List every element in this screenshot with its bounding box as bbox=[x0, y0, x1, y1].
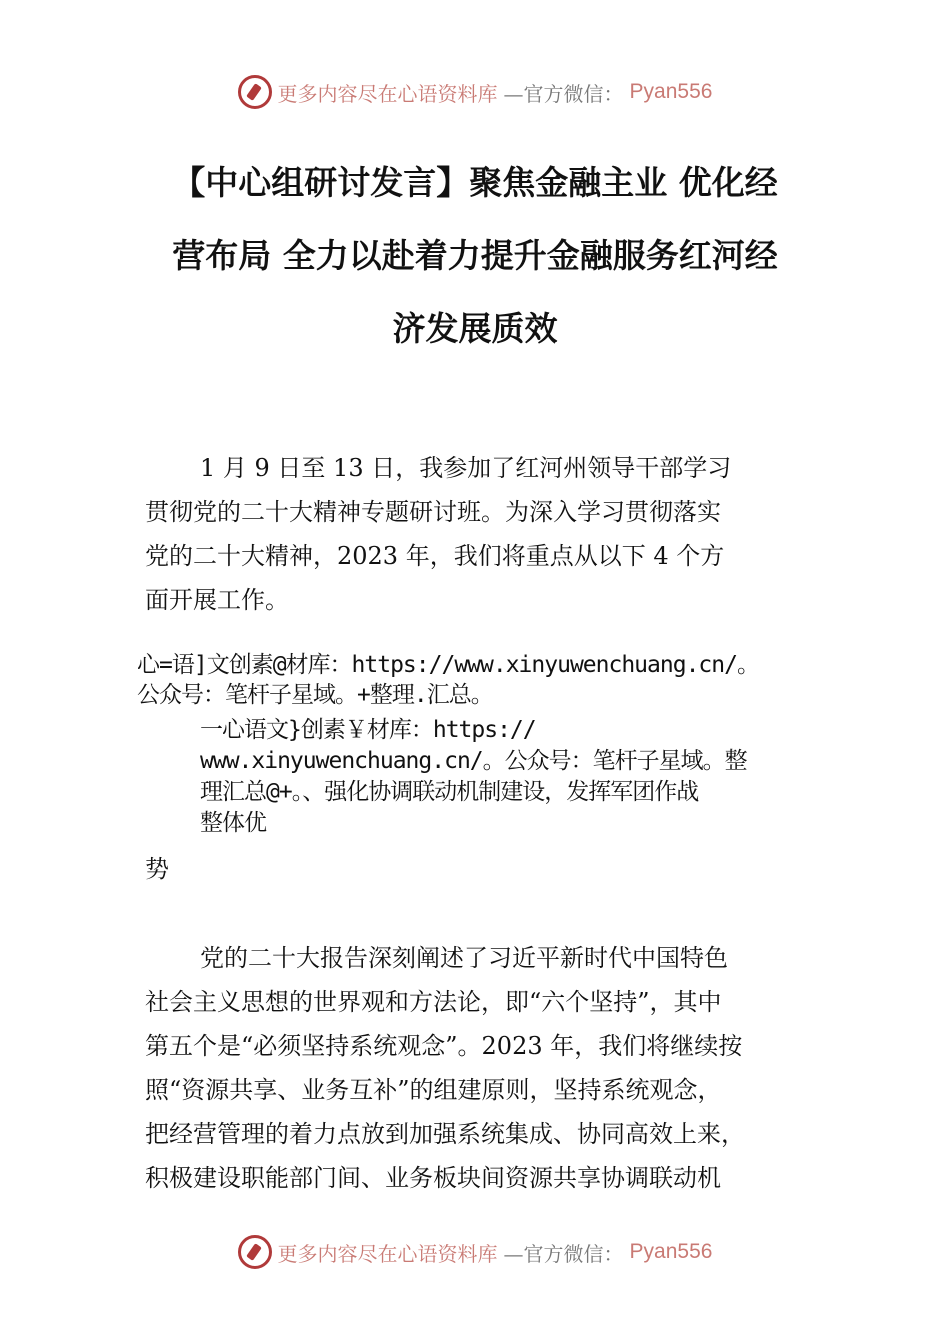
section-heading-line: 一心语文}创素￥材库：https:// bbox=[200, 717, 536, 743]
section-heading-tail: 势 bbox=[145, 855, 169, 883]
header-id: Pyan556 bbox=[629, 80, 713, 103]
para1-line: 1 月 9 日至 13 日，我参加了红河州领导干部学习 bbox=[200, 454, 732, 482]
para2-line: 社会主义思想的世界观和方法论，即“六个坚持”，其中 bbox=[145, 988, 722, 1016]
para2-line: 照“资源共享、业务互补”的组建原则，坚持系统观念， bbox=[145, 1076, 722, 1104]
footer-id: Pyan556 bbox=[629, 1240, 713, 1263]
para2-line: 党的二十大报告深刻阐述了习近平新时代中国特色 bbox=[200, 944, 728, 972]
header-site: 更多内容尽在心语资料库 bbox=[277, 81, 498, 106]
title-line: 营布局 全力以赴着力提升金融服务红河经 bbox=[172, 236, 778, 275]
para2-line: 把经营管理的着力点放到加强系统集成、协同高效上来， bbox=[145, 1120, 745, 1148]
footer-sep: —官方微信： bbox=[503, 1241, 624, 1266]
watermark-line: 公众号：笔杆子星域。+整理.汇总。 bbox=[137, 682, 493, 708]
section-heading-line: 理汇总@+。、强化协调联动机制建设，发挥军团作战 bbox=[200, 779, 699, 805]
para2-line: 积极建设职能部门间、业务板块间资源共享协调联动机 bbox=[145, 1164, 721, 1192]
section-heading-line: 整体优 bbox=[200, 810, 266, 836]
para2-line: 第五个是“必须坚持系统观念”。2023 年，我们将继续按 bbox=[145, 1032, 743, 1060]
pen-logo-icon bbox=[238, 1235, 272, 1269]
footer-watermark bbox=[0, 1232, 950, 1272]
pen-logo-icon bbox=[238, 75, 272, 109]
header-sep: —官方微信： bbox=[503, 81, 624, 106]
section-heading-line: www.xinyuwenchuang.cn/。公众号：笔杆子星域。整 bbox=[200, 748, 747, 774]
para1-line: 面开展工作。 bbox=[145, 586, 289, 614]
title-line: 济发展质效 bbox=[392, 309, 558, 348]
para1-line: 贯彻党的二十大精神专题研讨班。为深入学习贯彻落实 bbox=[145, 498, 721, 526]
header-watermark bbox=[0, 72, 950, 112]
footer-site: 更多内容尽在心语资料库 bbox=[277, 1241, 498, 1266]
title-line: 【中心组研讨发言】聚焦金融主业 优化经 bbox=[172, 163, 778, 202]
watermark-line: 心=语]文创素@材库：https://www.xinyuwenchuang.cn/。 bbox=[137, 652, 759, 678]
para1-line: 党的二十大精神，2023 年，我们将重点从以下 4 个方 bbox=[145, 542, 725, 570]
